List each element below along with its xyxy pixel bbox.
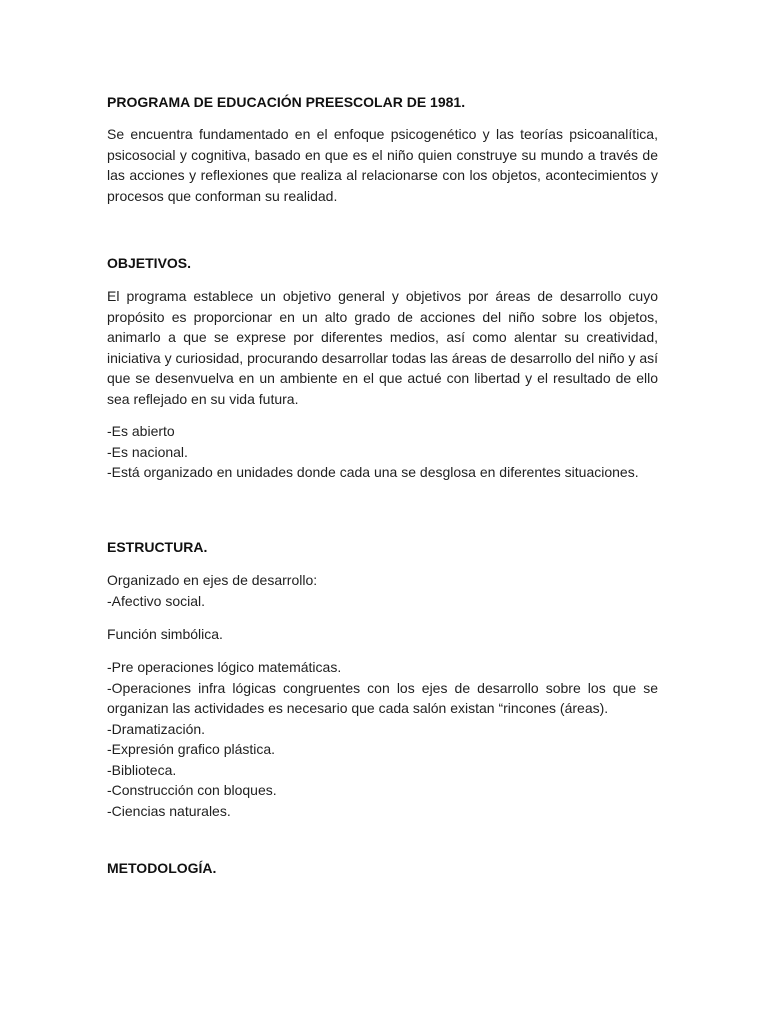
paragraph-objetivos: El programa establece un objetivo general y objetivos por áreas de desarrollo cuyo propósito es proporcionar en un alto grado de acciones del niño sobre los objetos, animarlo a que se exprese por diferentes medios, así como alentar su creatividad, iniciativa y curiosidad, procurando desarrollar todas las áreas de desarrollo del niño y así que se desenvuelva en un ambiente en el que actué con libertad y el resultado de ello sea reflejado en su vida futura. <box>107 288 658 407</box>
list-item: -Pre operaciones lógico matemáticas. <box>107 659 342 675</box>
list-item: -Construcción con bloques. <box>107 782 277 798</box>
section-heading-estructura: ESTRUCTURA. <box>107 539 208 555</box>
list-item: -Dramatización. <box>107 720 206 737</box>
list-item: -Es abierto <box>107 423 175 439</box>
estructura-intro <box>107 570 658 611</box>
list-item: -Ciencias naturales. <box>107 802 231 819</box>
list-item: -Biblioteca. <box>107 761 177 778</box>
list-item: -Es nacional. <box>107 443 188 460</box>
intro-line: -Afectivo social. <box>107 592 206 609</box>
list-item: -Está organizado en unidades donde cada una se desglosa en diferentes situaciones. <box>107 464 639 480</box>
list-caracteristicas <box>107 421 658 483</box>
standalone-line: Función simbólica. <box>107 626 223 642</box>
section-heading-programa: PROGRAMA DE EDUCACIÓN PREESCOLAR DE 1981. <box>107 94 466 110</box>
section-heading-metodologia: METODOLOGÍA. <box>107 860 217 876</box>
list-item: -Expresión grafico plástica. <box>107 741 276 757</box>
section-heading-objetivos: OBJETIVOS. <box>107 255 192 271</box>
paragraph-fundamento: Se encuentra fundamentado en el enfoque psicogenético y las teorías psicoanalítica, psicosocial y cognitiva, basado en que es el niño quien construye su mundo a través de las acciones y reflexiones que realiza al relacionarse con los objetos, acontecimientos y procesos que conforman su realidad. <box>107 126 658 204</box>
intro-line: Organizado en ejes de desarrollo: <box>107 572 318 588</box>
list-ejes <box>107 657 658 821</box>
list-item: -Operaciones infra lógicas congruentes con los ejes de desarrollo sobre los que se organizan las actividades es necesario que cada salón existan “rincones (áreas). <box>107 679 658 716</box>
